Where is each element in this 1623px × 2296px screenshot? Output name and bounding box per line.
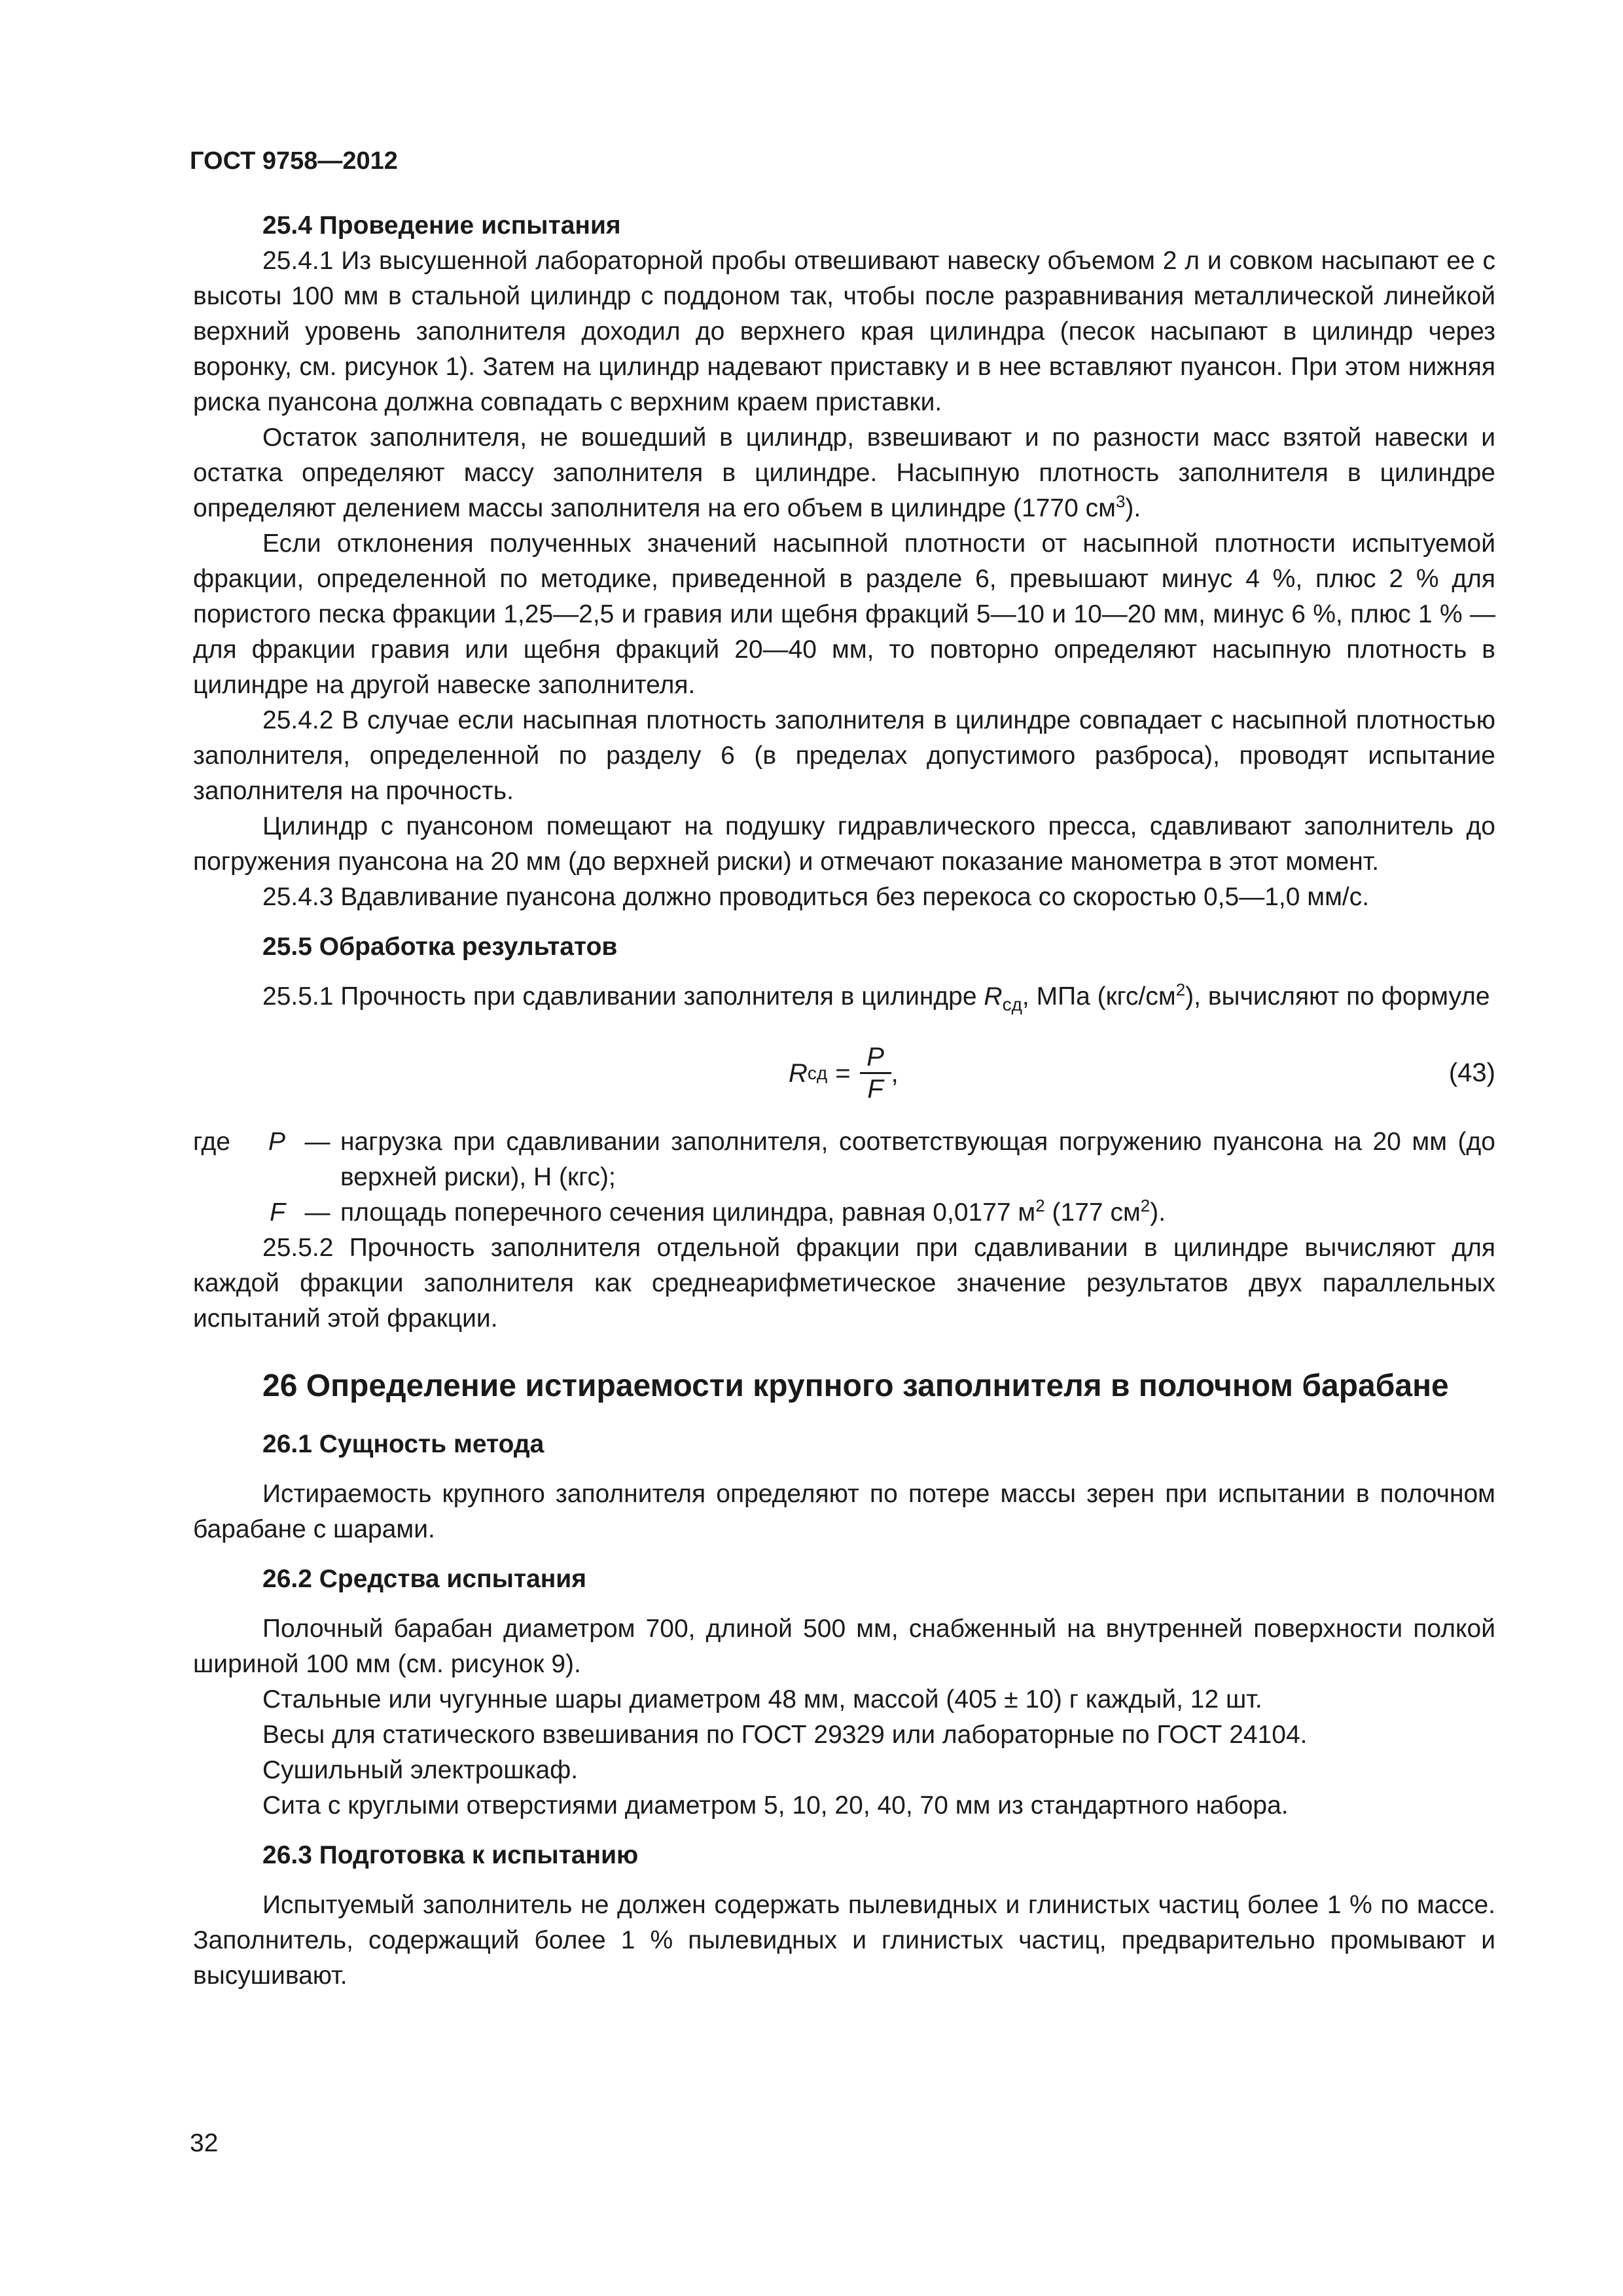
where-desc-p: нагрузка при сдавливании заполнителя, соответствующая погружению пуансона на 20 мм (до верхней риски), Н (кгс); [340, 1127, 1495, 1191]
formula-number: (43) [1448, 1058, 1495, 1087]
formula-expression [789, 1034, 899, 1113]
paragraph-25-4-1-remainder: Остаток заполнителя, не вошедший в цилиндр, взвешивают и по разности масс взятой навески и остатка определяют массу заполнителя в цилиндре. Насыпную плотность заполнителя в цилиндре определяют делением массы заполнителя на его объем в цилиндре (1770 $см^3$). [193, 423, 1495, 522]
paragraph-26-3: Испытуемый заполнитель не должен содержать пылевидных и глинистых частиц более 1 % по массе. Заполнитель, содержащий более 1 % пылевидных и глинистых частиц, предварительно промывают и высушивают. [193, 1890, 1495, 1990]
paragraph-25-4-2: 25.4.2 В случае если насыпная плотность заполнителя в цилиндре совпадает с насыпной плотностью заполнителя, определенной по разделу 6 (в пределах допустимого разброса), проводят испытание заполнителя на прочность. [193, 706, 1495, 805]
where-symbol-p: P [268, 1127, 285, 1156]
section-25-4-title: 25.4 Проведение испытания [262, 211, 621, 240]
equipment-item: Полочный барабан диаметром 700, длиной 500 мм, снабженный на внутренней поверхности полкой шириной 100 мм (см. рисунок 9). [193, 1614, 1495, 1678]
section-25-5-title: 25.5 Обработка результатов [262, 933, 618, 961]
paragraph-25-4-2-press: Цилиндр с пуансоном помещают на подушку гидравлического пресса, сдавливают заполнитель до погружения пуансона на 20 мм (до верхней риски) и отмечают показание манометра в этот момент. [193, 812, 1495, 876]
paragraph-25-4-3: 25.4.3 Вдавливание пуансона должно проводиться без перекоса со скоростью 0,5—1,0 мм/с. [262, 883, 1370, 911]
equipment-item: Сушильный электрошкаф. [262, 1755, 579, 1784]
where-desc-f: площадь поперечного сечения цилиндра, равная 0,0177 $м^2$ (177 $см^2$). [340, 1195, 1166, 1227]
section-26-2-title: 26.2 Средства испытания [262, 1564, 587, 1593]
where-symbol-f: F [270, 1198, 285, 1227]
formula-equals: = [835, 1058, 851, 1088]
document-body [193, 208, 1495, 1994]
section-26-heading: 26 Определение истираемости крупного заполнителя в полочном барабане [262, 1368, 1449, 1403]
formula-lhs-subscript: сд [807, 1062, 828, 1083]
formula-lhs: R [789, 1058, 808, 1088]
where-dash: — [304, 1127, 330, 1156]
formula-fraction [860, 1042, 891, 1104]
formula-denominator: F [867, 1075, 883, 1104]
document-header: ГОСТ 9758—2012 [190, 147, 398, 175]
formula-comma: , [891, 1058, 899, 1088]
paragraph-25-4-1: 25.4.1 Из высушенной лабораторной пробы отвешивают навеску объемом 2 л и совком насыпают ее с высоты 100 мм в стальной цилиндр с поддоном так, чтобы после разравнивания металлической линейкой верхний уровень заполнителя доходил до верхнего края цилиндра (песок насыпают в цилиндр через воронку, см. рисунок 1). Затем на цилиндр надевают приставку и в нее вставляют пуансон. При этом нижняя риска пуансона должна совпадать с верхним краем приставки. [193, 247, 1495, 416]
formula-numerator: P [866, 1043, 884, 1072]
section-26-3-title: 26.3 Подготовка к испытанию [262, 1840, 639, 1869]
where-dash: — [304, 1198, 330, 1227]
section-26-1-title: 26.1 Сущность метода [262, 1429, 544, 1458]
paragraph-25-5-2: 25.5.2 Прочность заполнителя отдельной фракции при сдавливании в цилиндре вычисляют для каждой фракции заполнителя как среднеарифметическое значение результатов двух параллельных испытаний этой фракции. [193, 1233, 1495, 1333]
where-label: где [193, 1127, 230, 1156]
page-number: 32 [190, 2129, 219, 2157]
where-list [193, 1124, 1495, 1230]
equipment-item: Стальные или чугунные шары диаметром 48 мм, массой (405 ± 10) г каждый, 12 шт. [262, 1685, 1262, 1713]
paragraph-25-5-1: 25.5.1 Прочность при сдавливании заполнителя в цилиндре $R_{сд}$, МПа $(кгс/см^2)$, вычисляют по формуле [262, 980, 1490, 1014]
paragraph-26-1: Истираемость крупного заполнителя определяют по потере массы зерен при испытании в полочном барабане с шарами. [193, 1479, 1495, 1543]
equipment-item: Сита с круглыми отверстиями диаметром 5, 10, 20, 40, 70 мм из стандартного набора. [262, 1791, 1289, 1820]
where-spacer [193, 1195, 255, 1230]
equipment-item: Весы для статического взвешивания по ГОСТ 29329 или лабораторные по ГОСТ 24104. [262, 1720, 1308, 1749]
paragraph-25-4-1-deviation: Если отклонения полученных значений насыпной плотности от насыпной плотности испытуемой фракции, определенной по методике, приведенной в разделе 6, превышают минус 4 %, плюс 2 % для пористого песка фракции 1,25—2,5 и гравия или щебня фракций 5—10 и 10—20 мм, минус 6 %, плюс 1 % — для фракции гравия или щебня фракций 20—40 мм, то повторно определяют насыпную плотность в цилиндре на другой навеске заполнителя. [193, 529, 1495, 699]
formula-43 [193, 1034, 1495, 1113]
